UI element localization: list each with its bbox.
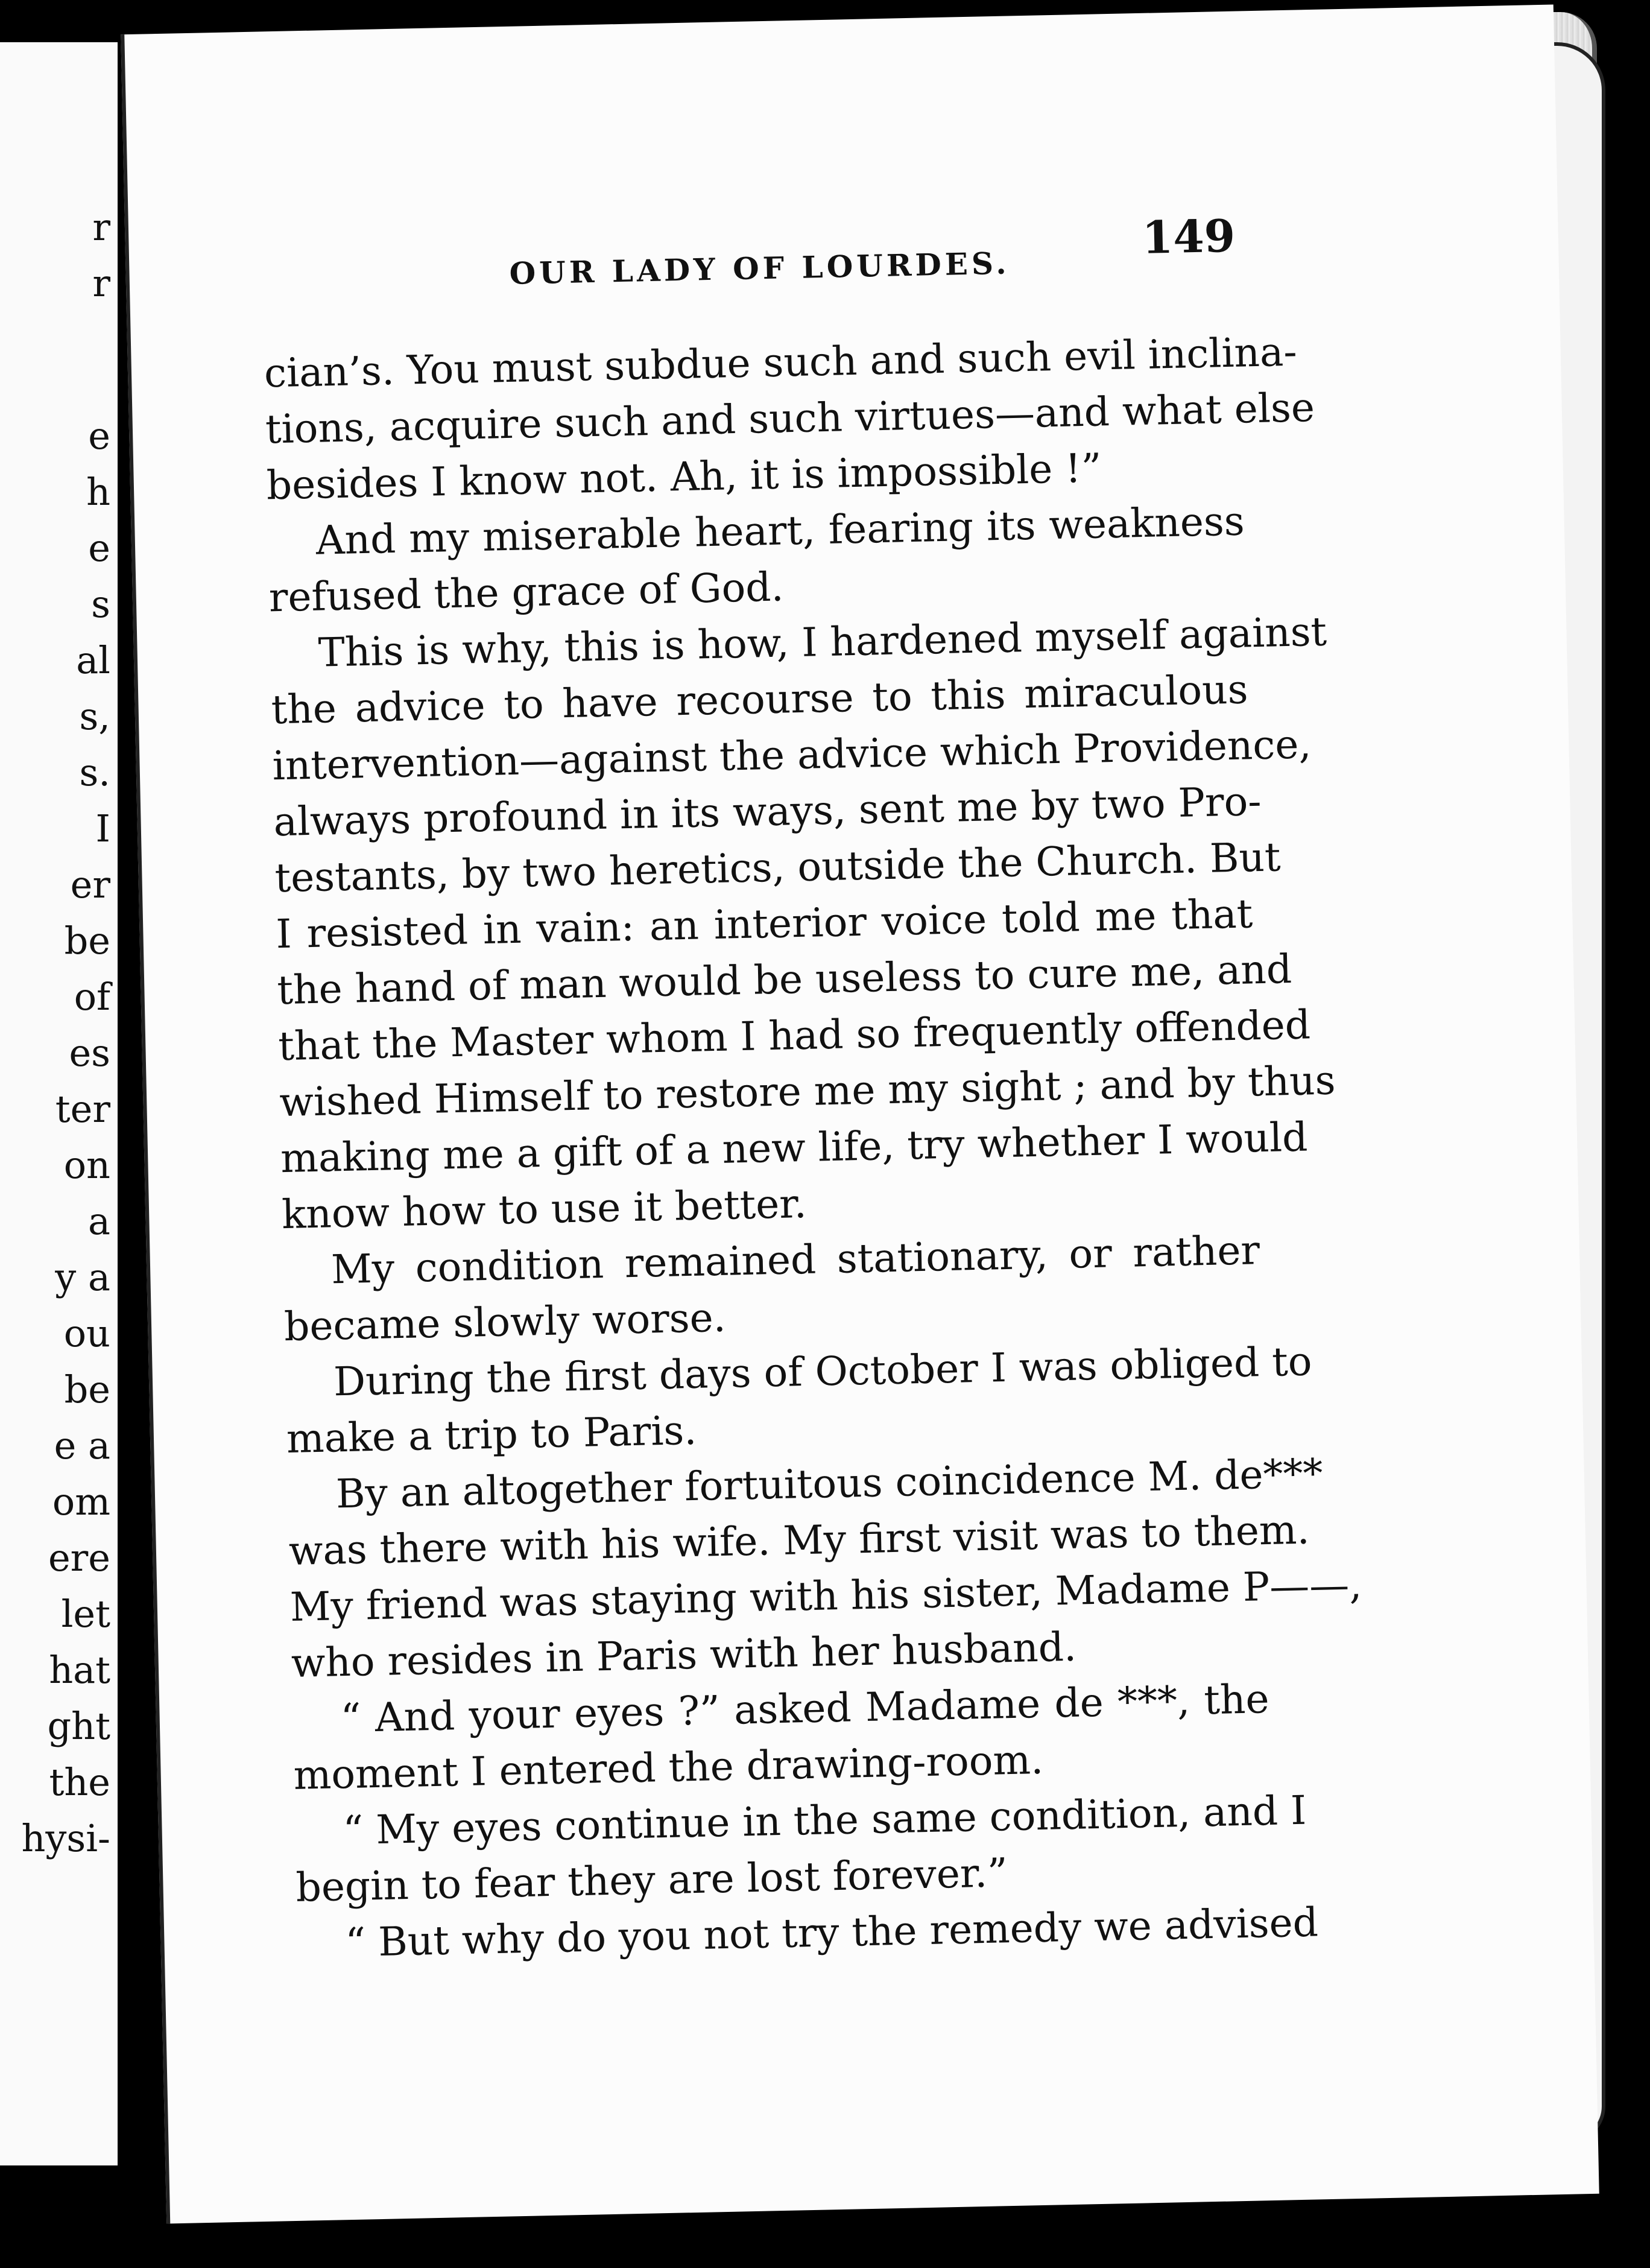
text-line: And my miserable heart, fearing its weakness — [315, 498, 1245, 564]
text-line: This is why, this is how, I hardened myself against — [317, 608, 1327, 676]
text-line: “ And your eyes ?” asked Madame de ***, the — [340, 1676, 1270, 1742]
text-line: making me a gift of a new life, try whether I would — [280, 1113, 1309, 1182]
text-line: the advice to have recourse to this miraculous — [270, 666, 1249, 733]
text-line: begin to fear they are lost forever.” — [295, 1849, 1008, 1911]
text-line: intervention—against the advice which Providence, — [271, 721, 1312, 790]
left-page — [0, 42, 118, 2165]
left-page-fragment: h — [86, 470, 110, 514]
text-line: cian’s. You must subdue such and such evil inclina- — [264, 328, 1298, 397]
text-line: the hand of man would be useless to cure me, and — [276, 945, 1292, 1014]
left-page-fragment: be — [64, 919, 110, 963]
left-page-fragment: be — [64, 1367, 110, 1411]
text-line: refused the grace of God. — [268, 563, 785, 621]
left-page-fragment: on — [63, 1143, 110, 1187]
text-line: was there with his wife. My first visit was to them. — [288, 1506, 1310, 1574]
left-page-fragment: hat — [49, 1648, 110, 1692]
text-line: “ But why do you not try the remedy we advised — [344, 1899, 1319, 1966]
left-page-fragment: of — [74, 975, 110, 1019]
text-line: became slowly worse. — [283, 1294, 727, 1351]
text-line: My friend was staying with his sister, Madame P——, — [289, 1561, 1362, 1630]
text-line: make a trip to Paris. — [286, 1407, 697, 1463]
left-page-fragment: s. — [79, 750, 110, 794]
text-line: who resides in Paris with her husband. — [291, 1623, 1077, 1687]
text-line: testants, by two heretics, outside the Church. But — [274, 834, 1282, 902]
left-page-fragment: e a — [54, 1424, 110, 1468]
text-line: that the Master whom I had so frequently offended — [277, 1001, 1311, 1070]
text-line: I resisted in vain: an interior voice told me that — [275, 890, 1253, 958]
left-page-fragment: s — [91, 582, 110, 626]
left-page-fragment: e — [88, 414, 110, 458]
text-line: My condition remained stationary, or rather — [330, 1227, 1260, 1293]
left-page-fragment: es — [69, 1031, 110, 1075]
left-page-fragment: s, — [79, 694, 110, 738]
text-line: tions, acquire such and such virtues—and what else — [265, 384, 1315, 453]
text-line: besides I know not. Ah, it is impossible !” — [266, 445, 1102, 509]
text-line: During the first days of October I was obliged to — [333, 1338, 1313, 1405]
text-line: By an altogether fortuitous coincidence M. de*** — [335, 1450, 1324, 1518]
left-page-fragment: let — [61, 1592, 110, 1636]
left-page-fragment: ght — [47, 1704, 110, 1748]
left-page-fragment: r — [92, 261, 110, 305]
text-line: moment I entered the drawing-room. — [292, 1736, 1044, 1799]
left-page-fragment: ere — [48, 1536, 110, 1580]
left-page-fragment: a — [88, 1199, 110, 1243]
running-head: OUR LADY OF LOURDES. — [509, 245, 1011, 291]
body-text — [264, 325, 1362, 1972]
left-page-fragment: al — [76, 638, 110, 682]
left-page-fragment: om — [52, 1480, 110, 1524]
left-page-fragment: the — [49, 1760, 110, 1804]
page-number: 149 — [1141, 210, 1236, 264]
text-line: always profound in its ways, sent me by two Pro- — [273, 778, 1262, 846]
text-line: know how to use it better. — [281, 1180, 808, 1238]
text-line: “ My eyes continue in the same condition, and I — [342, 1787, 1307, 1854]
left-page-fragment: e — [88, 526, 110, 570]
right-page — [121, 5, 1599, 2224]
left-page-fragment: I — [95, 806, 110, 850]
left-page-fragment: er — [70, 863, 110, 907]
left-page-fragment: hysi- — [21, 1816, 110, 1860]
text-line: wished Himself to restore me my sight ; and by thus — [279, 1057, 1336, 1126]
left-page-fragment: ou — [63, 1311, 110, 1355]
left-page-fragment: ter — [55, 1087, 110, 1131]
left-page-fragment: r — [92, 205, 110, 249]
left-page-fragment: y a — [55, 1255, 110, 1299]
